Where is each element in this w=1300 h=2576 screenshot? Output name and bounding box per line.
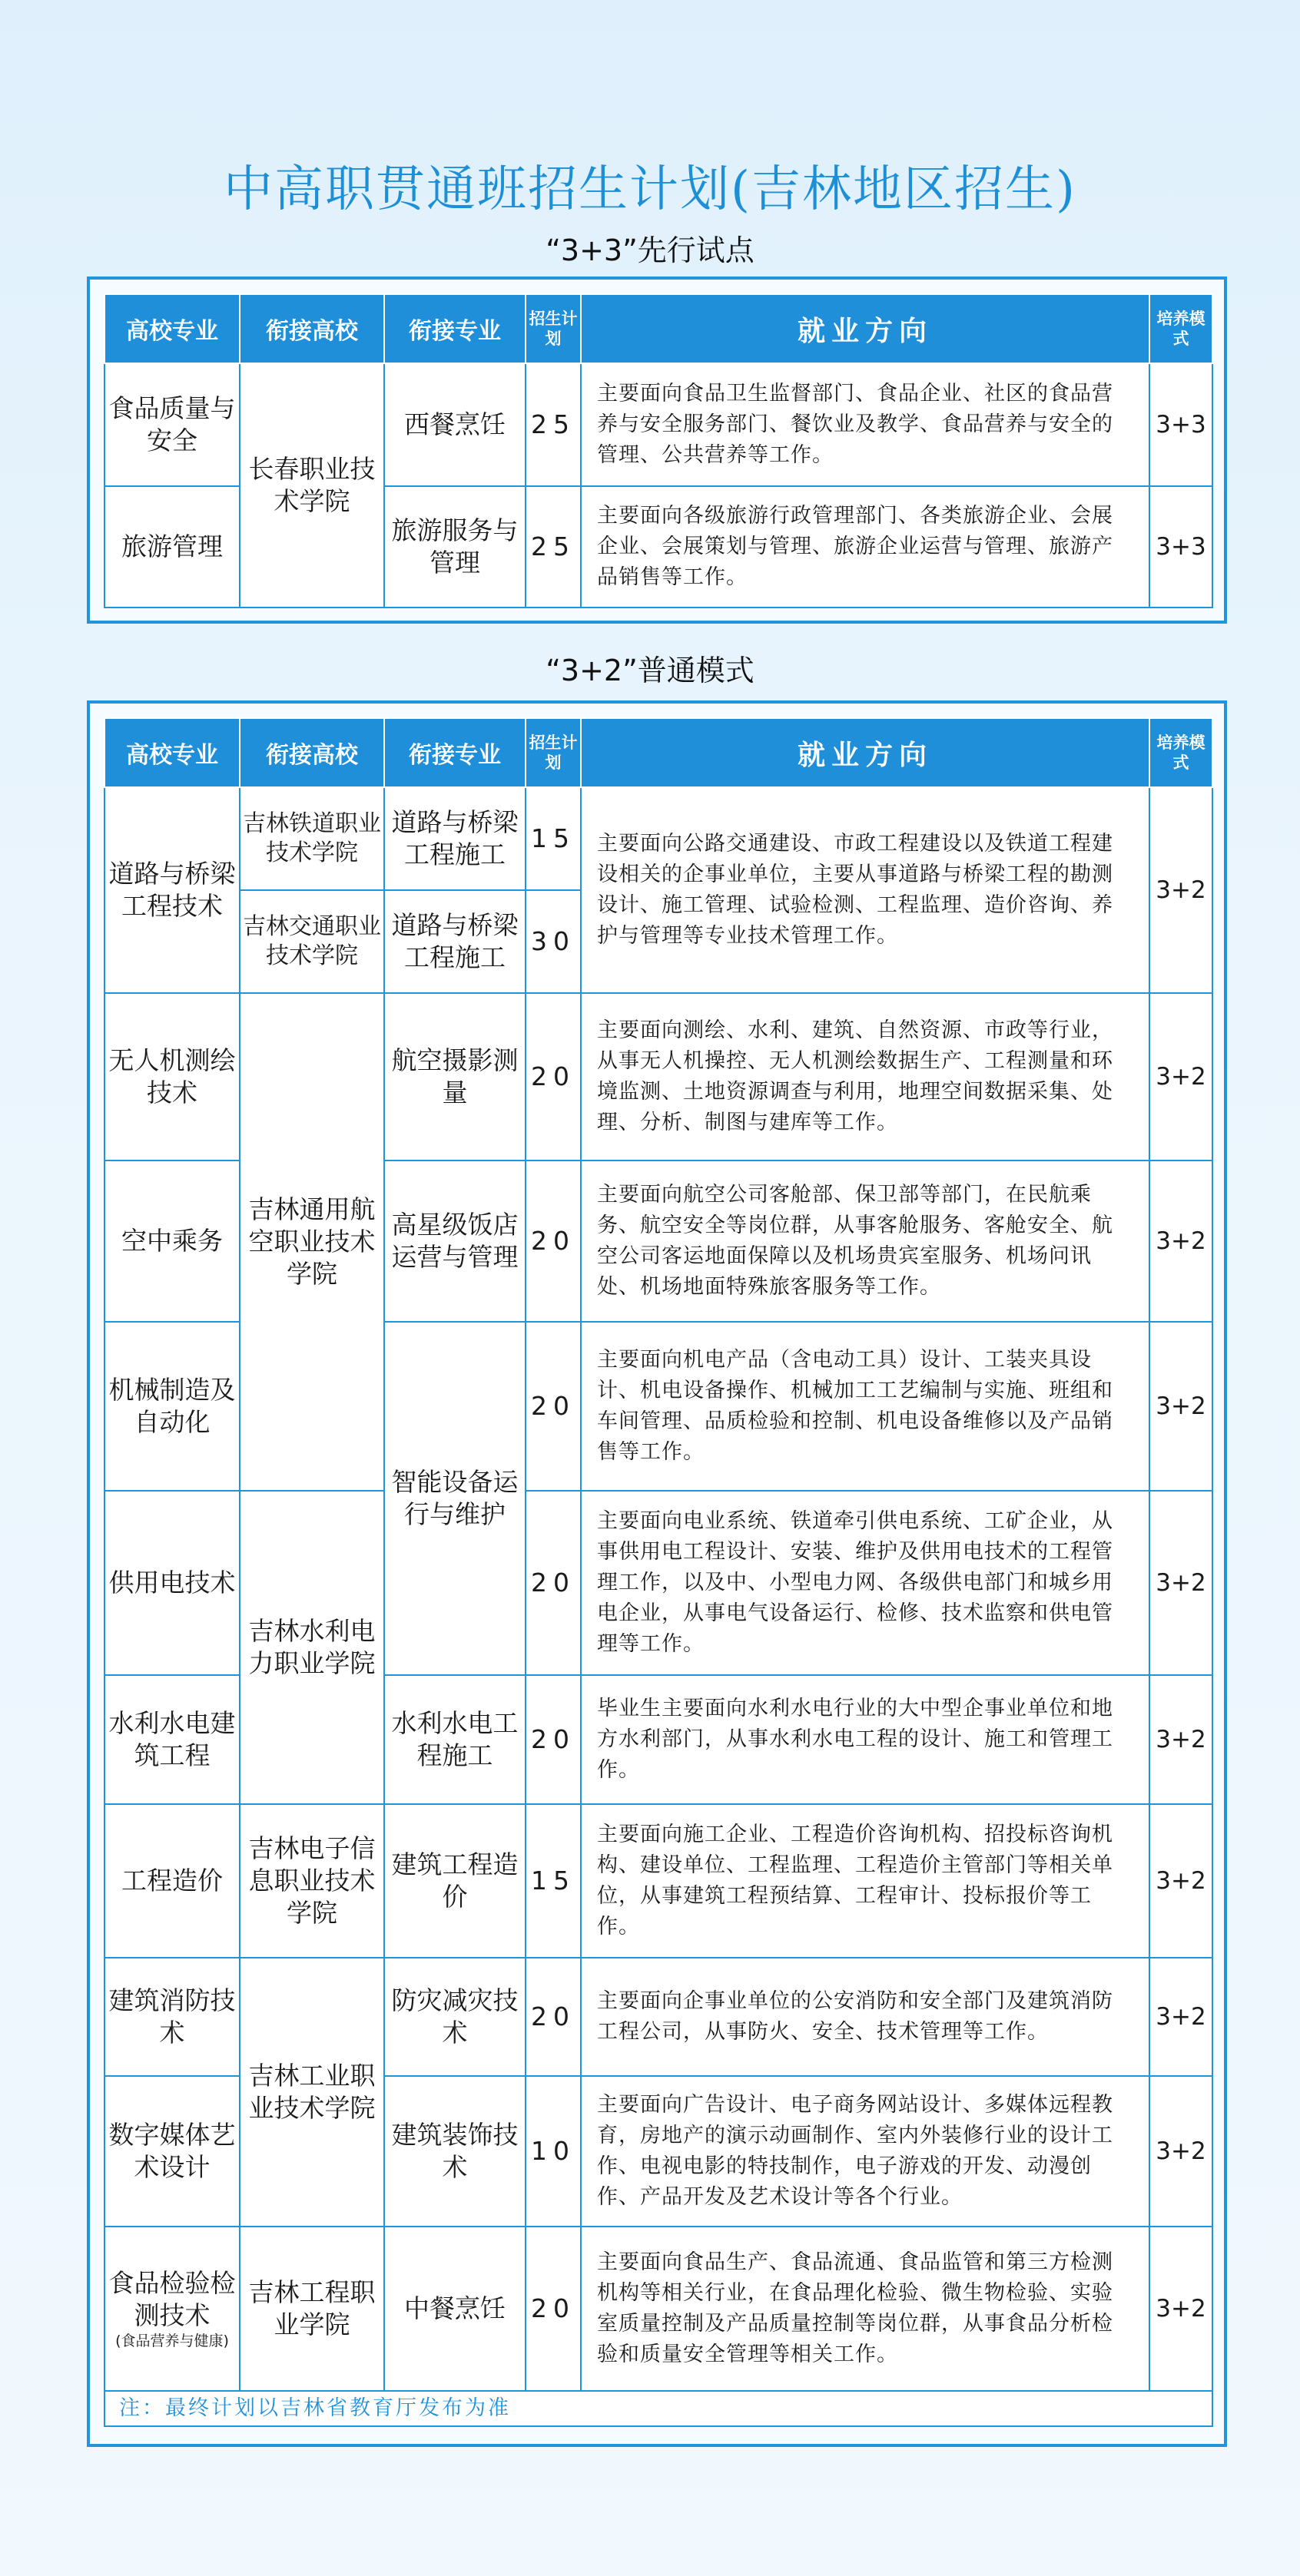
table-row	[104, 1804, 1212, 1958]
mode-cell: 3+3	[1149, 486, 1212, 608]
employment-cell: 主要面向机电产品（含电动工具）设计、工装夹具设计、机电设备操作、机械加工工艺编制与实施、班组和车间管理、品质检验和控制、机电设备维修以及产品销售等工作。	[581, 1322, 1149, 1491]
header-school: 衔接高校	[240, 294, 384, 363]
link-major-cell: 道路与桥梁工程施工	[384, 890, 526, 993]
section2-table	[104, 717, 1213, 2427]
major-cell: 建筑消防技术	[104, 1958, 240, 2076]
section1-subtitle: “3+3”先行试点	[546, 233, 754, 267]
employment-cell: 主要面向食品卫生监督部门、食品企业、社区的食品营养与安全服务部门、餐饮业及教学、食品营养与安全的管理、公共营养等工作。	[581, 363, 1149, 486]
table-row	[104, 2227, 1212, 2391]
employment-cell: 主要面向航空公司客舱部、保卫部等部门，在民航乘务、航空安全等岗位群，从事客舱服务、客舱安全、航空公司客运地面保障以及机场贵宾室服务、机场问讯处、机场地面特殊旅客服务等工作。	[581, 1161, 1149, 1322]
table-header-row	[104, 294, 1212, 363]
employment-cell: 主要面向企事业单位的公安消防和安全部门及建筑消防工程公司，从事防火、安全、技术管理等工作。	[581, 1958, 1149, 2076]
header-employment: 就业方向	[581, 294, 1149, 363]
school-cell: 长春职业技术学院	[240, 363, 384, 608]
employment-cell: 主要面向施工企业、工程造价咨询机构、招投标咨询机构、建设单位、工程监理、工程造价主管部门等相关单位，从事建筑工程预结算、工程审计、投标报价等工作。	[581, 1804, 1149, 1958]
major-cell: 数字媒体艺术设计	[104, 2076, 240, 2227]
employment-cell: 主要面向测绘、水利、建筑、自然资源、市政等行业，从事无人机操控、无人机测绘数据生产、工程测量和环境监测、土地资源调查与利用，地理空间数据采集、处理、分析、制图与建库等工作。	[581, 993, 1149, 1161]
mode-cell: 3+2	[1149, 1675, 1212, 1804]
mode-cell: 3+2	[1149, 1322, 1212, 1491]
major-cell: 无人机测绘技术	[104, 993, 240, 1161]
link-major-cell: 建筑装饰技术	[384, 2076, 526, 2227]
table-row	[104, 787, 1212, 890]
major-note: (食品营养与健康)	[115, 2333, 229, 2349]
school-cell: 吉林工程职业学院	[240, 2227, 384, 2391]
header-link-major: 衔接专业	[384, 294, 526, 363]
major-cell: 水利水电建筑工程	[104, 1675, 240, 1804]
school-cell: 吉林铁道职业技术学院	[240, 787, 384, 890]
mode-cell: 3+2	[1149, 1804, 1212, 1958]
employment-cell: 主要面向电业系统、铁道牵引供电系统、工矿企业，从事供用电工程设计、安装、维护及供用电技术的工程管理工作，以及中、小型电力网、各级供电部门和城乡用电企业，从事电气设备运行、检修、技术监察和供电管理等工作。	[581, 1491, 1149, 1675]
header-mode: 培养模式	[1149, 294, 1212, 363]
header-mode: 培养模式	[1149, 718, 1212, 787]
plan-cell: 10	[526, 2076, 581, 2227]
link-major-cell: 中餐烹饪	[384, 2227, 526, 2391]
major-cell: 机械制造及自动化	[104, 1322, 240, 1491]
mode-cell: 3+2	[1149, 2076, 1212, 2227]
school-cell: 吉林水利电力职业学院	[240, 1491, 384, 1804]
header-school: 衔接高校	[240, 718, 384, 787]
table-row	[104, 363, 1212, 486]
school-cell: 吉林通用航空职业技术学院	[240, 993, 384, 1491]
plan-cell: 15	[526, 1804, 581, 1958]
table-header-row	[104, 718, 1212, 787]
major-cell: 道路与桥梁工程技术	[104, 787, 240, 993]
table-row	[104, 993, 1212, 1161]
mode-cell: 3+2	[1149, 993, 1212, 1161]
employment-cell: 主要面向公路交通建设、市政工程建设以及铁道工程建设相关的企事业单位，主要从事道路与桥梁工程的勘测设计、施工管理、试验检测、工程监理、造价咨询、养护与管理等专业技术管理工作。	[581, 787, 1149, 993]
link-major-cell: 防灾减灾技术	[384, 1958, 526, 2076]
plan-cell: 20	[526, 2227, 581, 2391]
plan-cell: 25	[526, 363, 581, 486]
mode-cell: 3+2	[1149, 1491, 1212, 1675]
mode-cell: 3+2	[1149, 1161, 1212, 1322]
employment-cell: 主要面向食品生产、食品流通、食品监管和第三方检测机构等相关行业，在食品理化检验、微生物检验、实验室质量控制及产品质量控制等岗位群，从事食品分析检验和质量安全管理等相关工作。	[581, 2227, 1149, 2391]
mode-cell: 3+3	[1149, 363, 1212, 486]
school-cell: 吉林交通职业技术学院	[240, 890, 384, 993]
header-plan: 招生计划	[526, 294, 581, 363]
link-major-cell: 西餐烹饪	[384, 363, 526, 486]
plan-cell: 20	[526, 1491, 581, 1675]
major-text: 食品检验检测技术	[108, 2268, 236, 2330]
link-major-cell: 道路与桥梁工程施工	[384, 787, 526, 890]
link-major-cell: 航空摄影测量	[384, 993, 526, 1161]
page-title: 中高职贯通班招生计划(吉林地区招生)	[224, 161, 1076, 218]
plan-cell: 20	[526, 993, 581, 1161]
link-major-cell: 水利水电工程施工	[384, 1675, 526, 1804]
link-major-cell: 旅游服务与管理	[384, 486, 526, 608]
major-cell: 旅游管理	[104, 486, 240, 608]
section2-subtitle: “3+2”普通模式	[546, 654, 754, 687]
plan-cell: 30	[526, 890, 581, 993]
major-cell: 空中乘务	[104, 1161, 240, 1322]
plan-cell: 20	[526, 1958, 581, 2076]
header-major: 高校专业	[104, 718, 240, 787]
link-major-cell: 高星级饭店运营与管理	[384, 1161, 526, 1322]
header-plan: 招生计划	[526, 718, 581, 787]
plan-cell: 20	[526, 1161, 581, 1322]
employment-cell: 主要面向广告设计、电子商务网站设计、多媒体远程教育，房地产的演示动画制作、室内外装修行业的设计工作、电视电影的特技制作，电子游戏的开发、动漫创作、产品开发及艺术设计等各个行业。	[581, 2076, 1149, 2227]
table-row	[104, 1958, 1212, 2076]
plan-cell: 20	[526, 1675, 581, 1804]
employment-cell: 毕业生主要面向水利水电行业的大中型企事业单位和地方水利部门，从事水利水电工程的设计、施工和管理工作。	[581, 1675, 1149, 1804]
major-cell	[104, 2227, 240, 2391]
plan-cell: 15	[526, 787, 581, 890]
header-link-major: 衔接专业	[384, 718, 526, 787]
mode-cell: 3+2	[1149, 2227, 1212, 2391]
footnote: 注：最终计划以吉林省教育厅发布为准	[104, 2391, 1212, 2426]
school-cell: 吉林工业职业技术学院	[240, 1958, 384, 2227]
link-major-cell: 建筑工程造价	[384, 1804, 526, 1958]
section2-table-frame	[87, 700, 1227, 2447]
school-cell: 吉林电子信息职业技术学院	[240, 1804, 384, 1958]
major-cell: 食品质量与安全	[104, 363, 240, 486]
employment-cell: 主要面向各级旅游行政管理部门、各类旅游企业、会展企业、会展策划与管理、旅游企业运营与管理、旅游产品销售等工作。	[581, 486, 1149, 608]
mode-cell: 3+2	[1149, 1958, 1212, 2076]
section1-table	[104, 293, 1213, 608]
mode-cell: 3+2	[1149, 787, 1212, 993]
table-row	[104, 1491, 1212, 1675]
header-employment: 就业方向	[581, 718, 1149, 787]
section1-table-frame	[87, 276, 1227, 624]
major-cell: 供用电技术	[104, 1491, 240, 1675]
plan-cell: 20	[526, 1322, 581, 1491]
header-major: 高校专业	[104, 294, 240, 363]
link-major-cell: 智能设备运行与维护	[384, 1322, 526, 1675]
note-row	[104, 2391, 1212, 2426]
major-cell: 工程造价	[104, 1804, 240, 1958]
plan-cell: 25	[526, 486, 581, 608]
